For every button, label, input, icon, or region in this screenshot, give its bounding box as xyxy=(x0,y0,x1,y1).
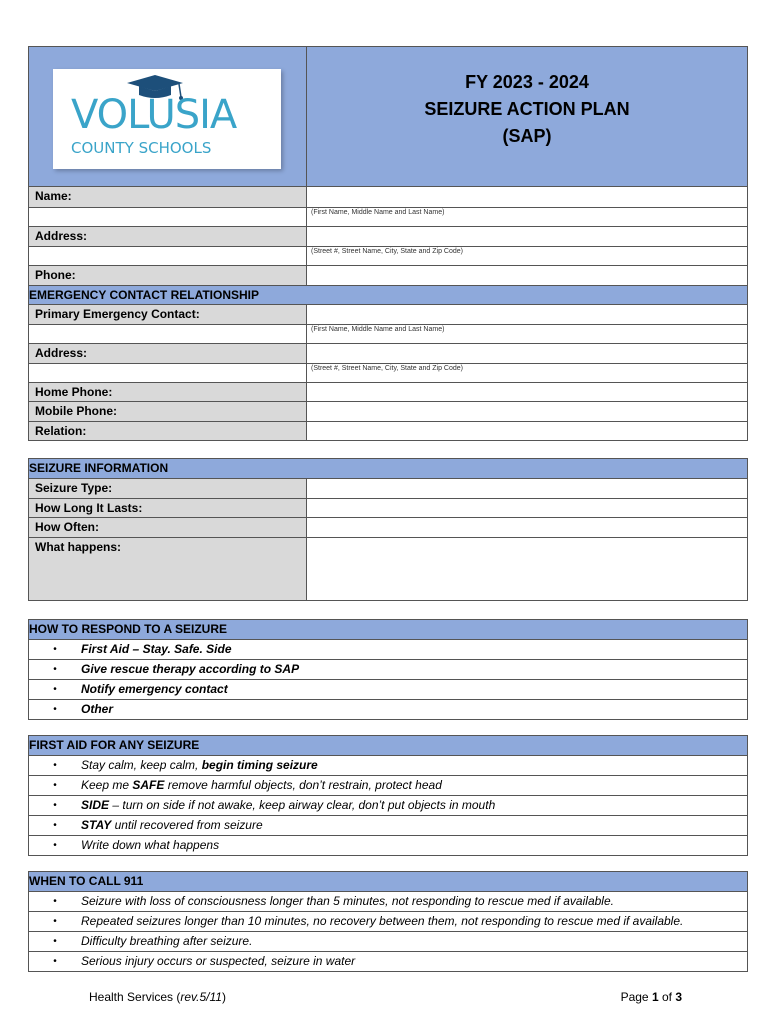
contact-address-field[interactable] xyxy=(307,344,747,363)
list-item xyxy=(29,835,747,855)
respond-item-4: Other xyxy=(81,702,114,716)
primary-contact-label: Primary Emergency Contact: xyxy=(29,305,307,324)
bullet: • xyxy=(53,840,57,851)
home-phone-field[interactable] xyxy=(307,383,747,401)
list-item xyxy=(29,639,747,659)
address-hint-row xyxy=(307,247,747,265)
list-item xyxy=(29,755,747,775)
seizure-info-header: SEIZURE INFORMATION xyxy=(29,459,747,478)
first-aid-item-2: Keep me SAFE remove harmful objects, don’t restrain, protect head xyxy=(81,778,442,792)
footer-revision: Health Services (rev.5/11) xyxy=(89,990,226,1004)
list-item xyxy=(29,659,747,679)
page-number: Page 1 of 3 xyxy=(620,990,682,1004)
duration-field[interactable] xyxy=(307,499,747,517)
bullet: • xyxy=(53,820,57,831)
bullet: • xyxy=(53,800,57,811)
plan-abbreviation: (SAP) xyxy=(502,126,552,146)
respond-item-2: Give rescue therapy according to SAP xyxy=(81,662,300,676)
bullet: • xyxy=(53,760,57,771)
what-happens-label: What happens: xyxy=(29,538,307,600)
list-item xyxy=(29,795,747,815)
name-hint-row xyxy=(307,208,747,226)
relation-label: Relation: xyxy=(29,422,307,440)
first-aid-item-5: Write down what happens xyxy=(81,838,220,852)
bullet: • xyxy=(53,936,57,947)
phone-field[interactable] xyxy=(307,266,747,285)
relation-field[interactable] xyxy=(307,422,747,440)
list-item xyxy=(29,699,747,719)
phone-label: Phone: xyxy=(29,266,307,285)
frequency-label: How Often: xyxy=(29,518,307,537)
district-logo xyxy=(53,69,281,169)
seizure-type-field[interactable] xyxy=(307,479,747,498)
list-item xyxy=(29,951,747,971)
title-cell xyxy=(307,47,747,186)
first-aid-header: FIRST AID FOR ANY SEIZURE xyxy=(29,736,747,755)
contact-address-hint-row xyxy=(307,364,747,382)
frequency-field[interactable] xyxy=(307,518,747,537)
first-aid-item-3: SIDE – turn on side if not awake, keep airway clear, don’t put objects in mouth xyxy=(81,798,496,812)
primary-contact-hint-row xyxy=(307,325,747,343)
first-aid-item-4: STAY until recovered from seizure xyxy=(81,818,263,832)
call-911-item-4: Serious injury occurs or suspected, seizure in water xyxy=(81,954,356,968)
contact-address-label: Address: xyxy=(29,344,307,363)
bullet: • xyxy=(53,916,57,927)
logo-wordmark: VOLUSIA xyxy=(71,92,237,138)
address-hint: (Street #, Street Name, City, State and Zip Code) xyxy=(311,248,463,255)
call-911-header: WHEN TO CALL 911 xyxy=(29,872,747,891)
call-911-item-1: Seizure with loss of consciousness longer than 5 minutes, not responding to rescue med if available. xyxy=(81,894,614,908)
bullet: • xyxy=(53,664,57,675)
logo-cell xyxy=(29,47,307,186)
address-field[interactable] xyxy=(307,227,747,246)
mobile-phone-field[interactable] xyxy=(307,402,747,421)
primary-contact-field[interactable] xyxy=(307,305,747,324)
call-911-item-2: Repeated seizures longer than 10 minutes, no recovery between them, not responding to rescue med if available. xyxy=(81,914,684,928)
list-item xyxy=(29,931,747,951)
emergency-contact-header: EMERGENCY CONTACT RELATIONSHIP xyxy=(29,285,747,304)
contact-address-hint: (Street #, Street Name, City, State and Zip Code) xyxy=(311,365,463,372)
plan-title: SEIZURE ACTION PLAN xyxy=(424,99,630,119)
bullet: • xyxy=(53,704,57,715)
primary-contact-hint: (First Name, Middle Name and Last Name) xyxy=(311,326,445,333)
name-field[interactable] xyxy=(307,187,747,207)
fiscal-year-title: FY 2023 - 2024 xyxy=(465,72,589,92)
respond-item-3: Notify emergency contact xyxy=(81,682,228,696)
respond-header: HOW TO RESPOND TO A SEIZURE xyxy=(29,620,747,639)
logo-subtitle: COUNTY SCHOOLS xyxy=(71,139,212,157)
what-happens-field[interactable] xyxy=(307,538,747,600)
list-item xyxy=(29,911,747,931)
first-aid-item-1: Stay calm, keep calm, begin timing seizure xyxy=(81,758,318,772)
name-hint: (First Name, Middle Name and Last Name) xyxy=(311,209,445,216)
bullet: • xyxy=(53,896,57,907)
mobile-phone-label: Mobile Phone: xyxy=(29,402,307,421)
student-info-table xyxy=(28,186,748,441)
list-item xyxy=(29,775,747,795)
respond-table xyxy=(28,619,748,720)
list-item xyxy=(29,679,747,699)
bullet: • xyxy=(53,780,57,791)
form-header xyxy=(28,46,748,187)
call-911-table xyxy=(28,871,748,972)
list-item xyxy=(29,815,747,835)
bullet: • xyxy=(53,956,57,967)
call-911-item-3: Difficulty breathing after seizure. xyxy=(81,934,253,948)
address-label: Address: xyxy=(29,227,307,246)
respond-item-1: First Aid – Stay. Safe. Side xyxy=(81,642,232,656)
home-phone-label: Home Phone: xyxy=(29,383,307,401)
seizure-info-table xyxy=(28,458,748,601)
seizure-type-label: Seizure Type: xyxy=(29,479,307,498)
duration-label: How Long It Lasts: xyxy=(29,499,307,517)
first-aid-table xyxy=(28,735,748,856)
bullet: • xyxy=(53,684,57,695)
list-item xyxy=(29,891,747,911)
bullet: • xyxy=(53,644,57,655)
name-label: Name: xyxy=(29,187,307,207)
